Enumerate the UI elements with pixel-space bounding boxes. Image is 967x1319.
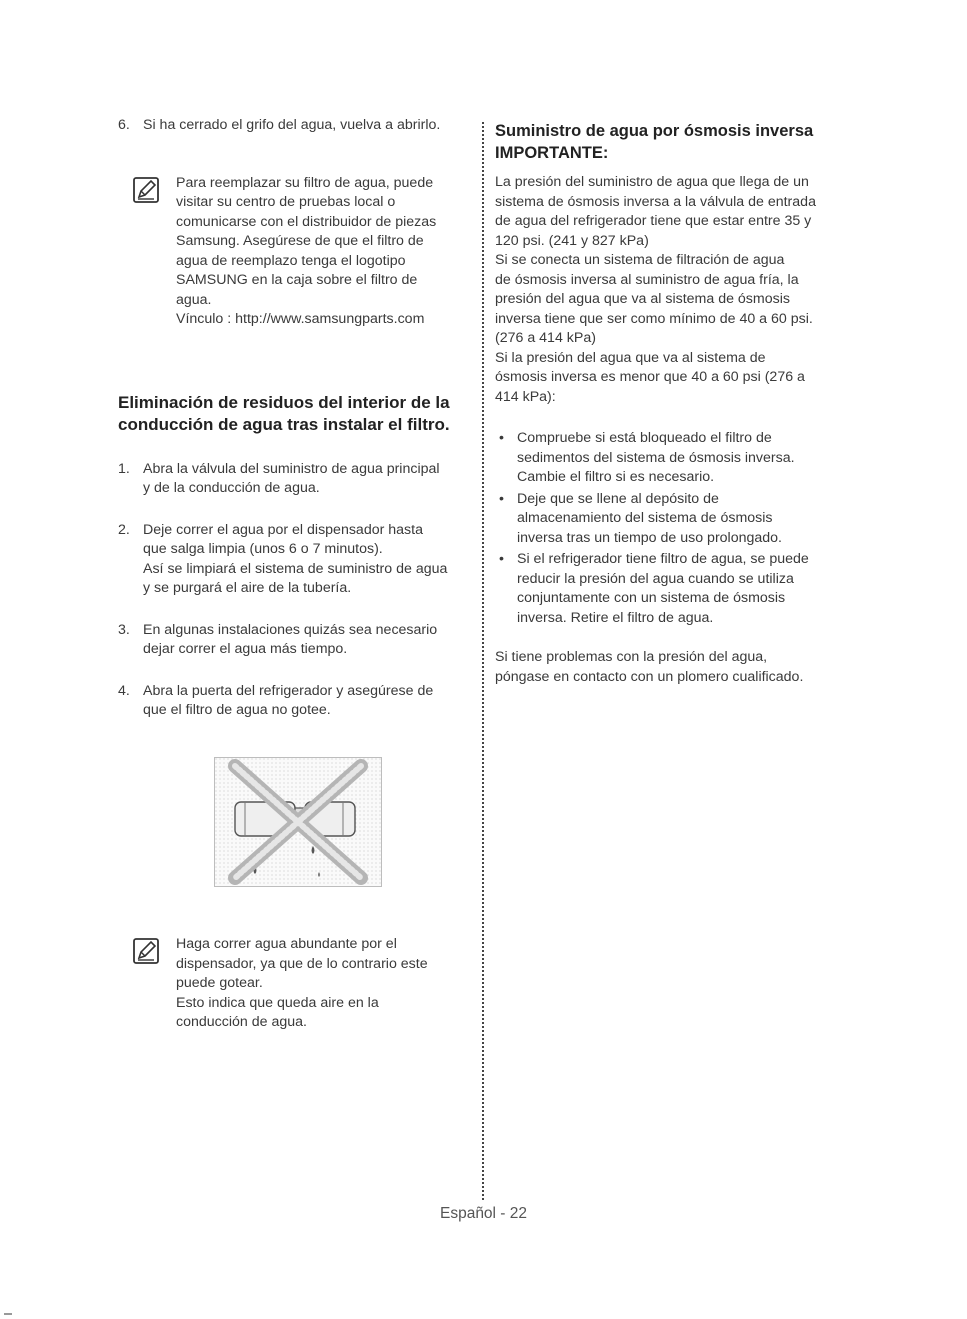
para-line: La presión del suministro de agua que llega de un	[495, 174, 809, 190]
note-line: agua de reemplazo tenga el logotipo	[176, 252, 406, 269]
bullet-line: reducir la presión del agua cuando se utiliza	[517, 570, 794, 587]
step-line: que salga limpia (unos 6 o 7 minutos).	[143, 541, 383, 557]
step-line: y se purgará el aire de la tubería.	[143, 580, 352, 596]
step-number: 4.	[118, 682, 130, 699]
bullet-line: conjuntamente con un sistema de ósmosis	[517, 590, 786, 606]
page-footer: Español - 22	[439, 1205, 528, 1222]
step-1	[118, 460, 478, 499]
step-number: 1.	[118, 460, 130, 477]
step-line: Así se limpiará el sistema de suministro de agua	[143, 560, 448, 577]
note-line: Samsung. Asegúrese de que el filtro de	[176, 233, 424, 249]
note-line: Para reemplazar su filtro de agua, puede	[176, 174, 434, 191]
para-line: 414 kPa):	[495, 388, 556, 405]
leaking-filter-figure	[214, 757, 382, 887]
para-line: presión del agua que va al sistema de ósmosis	[495, 291, 790, 307]
note-air-in-line	[118, 935, 536, 1033]
step-line: que el filtro de agua no gotee.	[143, 702, 331, 718]
para-line: 120 psi. (241 y 827 kPa)	[495, 232, 649, 249]
note-line: agua.	[176, 291, 212, 308]
step-line: Abra la válvula del suministro de agua principal	[143, 460, 440, 477]
step-number: 3.	[118, 621, 130, 638]
note-line: dispensador, ya que de lo contrario este	[176, 955, 428, 972]
step-line: Deje correr el agua por el dispensador hasta	[143, 521, 423, 538]
bullet-line: sedimentos del sistema de ósmosis inversa.	[517, 449, 795, 466]
note-pencil-icon	[132, 176, 160, 204]
bullet-line: inversa. Retire el filtro de agua.	[517, 609, 714, 626]
bullet-line: • Si el refrigerador tiene filtro de agua, se puede	[517, 551, 809, 567]
note-line: puede gotear.	[176, 975, 263, 991]
para-line: (276 a 414 kPa)	[495, 330, 596, 346]
leaking-filter-crossed-icon	[215, 758, 381, 886]
note-line: visitar su centro de pruebas local o	[176, 194, 396, 210]
step-line: dejar correr el agua más tiempo.	[143, 641, 348, 657]
note-line: Haga correr agua abundante por el	[176, 936, 397, 952]
left-column	[118, 116, 478, 743]
note-pencil-icon	[132, 937, 160, 965]
heading-line: Eliminación de residuos del interior de la	[118, 392, 450, 412]
step-6	[118, 116, 478, 136]
para-line: de ósmosis inversa al suministro de agua fría, la	[495, 271, 799, 288]
bullet-item	[495, 429, 850, 488]
para-line: inversa tiene que ser como mínimo de 40 a 60 psi.	[495, 310, 813, 327]
corner-mark	[4, 1313, 12, 1315]
bullet-list	[495, 429, 850, 628]
bullet-item	[495, 490, 850, 549]
section-heading	[118, 392, 478, 436]
step-2	[118, 521, 478, 599]
para-line: sistema de ósmosis inversa a la válvula de entrada	[495, 193, 816, 210]
para-line: de agua del refrigerador tiene que estar entre 35 y	[495, 213, 812, 229]
heading-line: conducción de agua tras instalar el filtro.	[118, 414, 450, 434]
bullet-item	[495, 550, 850, 628]
note-link-line: Vínculo : http://www.samsungparts.com	[176, 311, 425, 327]
step-line: y de la conducción de agua.	[143, 480, 320, 496]
para-line: Si tiene problemas con la presión del agua,	[495, 649, 768, 665]
steps-list	[118, 460, 478, 721]
note-line: conducción de agua.	[176, 1014, 307, 1030]
note-line: comunicarse con el distribuidor de piezas	[176, 213, 437, 230]
bullet-line: inversa tras un tiempo de uso prolongado.	[517, 529, 782, 546]
bullet-line: • Compruebe si está bloqueado el filtro de	[517, 430, 772, 446]
para-line: póngase en contacto con un plomero cualificado.	[495, 668, 804, 685]
step-number: 2.	[118, 521, 130, 538]
right-column	[495, 120, 850, 687]
reverse-osmosis-heading	[495, 120, 850, 164]
pressure-paragraph	[495, 173, 850, 407]
heading-line: IMPORTANTE:	[495, 144, 609, 162]
note-filter-replacement	[118, 174, 478, 330]
bullet-line: • Deje que se llene al depósito de	[517, 490, 719, 507]
bullet-line: almacenamiento del sistema de ósmosis	[517, 510, 773, 526]
step-4	[118, 682, 478, 721]
contact-plumber-paragraph	[495, 648, 850, 687]
step-number: 6.	[118, 117, 130, 133]
para-line: Si se conecta un sistema de filtración de agua	[495, 252, 785, 268]
heading-line: Suministro de agua por ósmosis inversa	[495, 122, 814, 140]
para-line: Si la presión del agua que va al sistema de	[495, 349, 766, 366]
note-line: Esto indica que queda aire en la	[176, 994, 379, 1011]
para-line: ósmosis inversa es menor que 40 a 60 psi (276 a	[495, 369, 805, 385]
note-line: SAMSUNG en la caja sobre el filtro de	[176, 272, 418, 288]
bullet-line: Cambie el filtro si es necesario.	[517, 469, 715, 485]
step-line: Abra la puerta del refrigerador y asegúrese de	[143, 682, 434, 699]
step-text: Si ha cerrado el grifo del agua, vuelva a abrirlo.	[143, 117, 441, 133]
step-3	[118, 621, 478, 660]
step-line: En algunas instalaciones quizás sea necesario	[143, 621, 438, 638]
column-divider	[482, 122, 484, 1200]
